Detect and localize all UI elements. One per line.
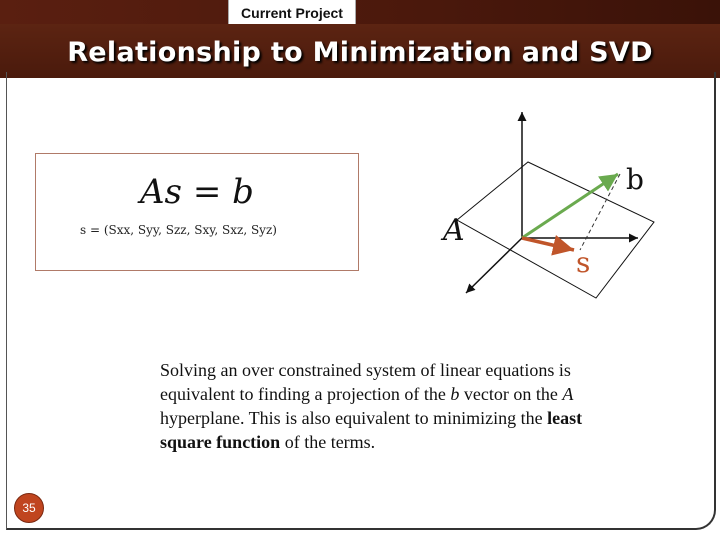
A-label: A bbox=[443, 213, 465, 248]
equation-equals: = bbox=[192, 172, 222, 212]
s-label: s bbox=[576, 246, 591, 279]
b-label: b bbox=[626, 163, 644, 196]
page-number-badge: 35 bbox=[14, 493, 44, 523]
slide-title: Relationship to Minimization and SVD bbox=[67, 37, 653, 68]
equation-box bbox=[35, 153, 359, 271]
paragraph-text-1: Solving an over constrained system of linear equations is equivalent to finding a projection of the bbox=[160, 360, 571, 404]
equation-lhs: As bbox=[140, 172, 183, 212]
paragraph-text-3: hyperplane. This is also equivalent to minimizing the bbox=[160, 408, 548, 428]
s-definition: s = (Sxx, Syy, Szz, Sxy, Sxz, Syz) bbox=[80, 223, 277, 237]
paragraph-bold-term: least square function bbox=[160, 408, 583, 452]
diagonal-axis bbox=[466, 238, 522, 293]
paragraph-b-term: b bbox=[450, 384, 460, 404]
projection-diagram bbox=[420, 100, 720, 310]
hyperplane bbox=[457, 162, 654, 298]
s-vector bbox=[522, 238, 574, 250]
paragraph-A-term: A bbox=[562, 384, 574, 404]
top-header-strip bbox=[0, 0, 720, 24]
current-project-tab: Current Project bbox=[228, 0, 356, 26]
paragraph-text-2: vector on the bbox=[459, 384, 563, 404]
paragraph-text-4: of the terms. bbox=[280, 432, 376, 452]
equation-rhs: b bbox=[232, 172, 254, 212]
explanation-paragraph bbox=[160, 358, 610, 454]
main-equation bbox=[140, 172, 254, 212]
